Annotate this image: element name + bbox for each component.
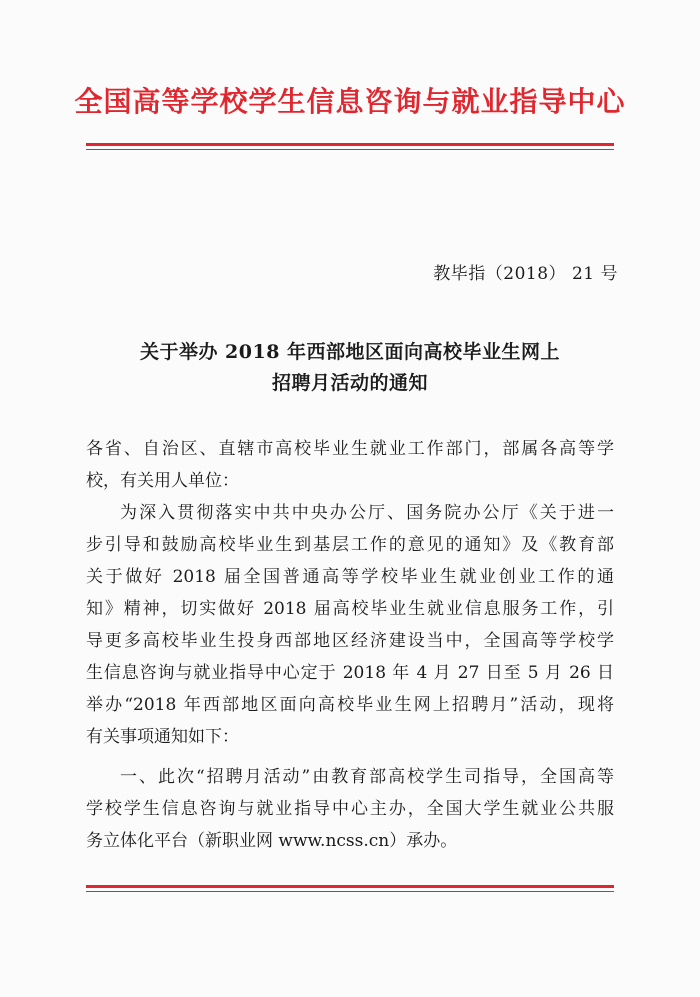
body-line: 步引导和鼓励高校毕业生到基层工作的意见的通知》及《教育部 — [86, 535, 614, 555]
body-line: 知》精神，切实做好 2018 届高校毕业生就业信息服务工作，引 — [86, 599, 614, 619]
body-line: 各省、自治区、直辖市高校毕业生就业工作部门，部属各高等学 — [86, 439, 614, 459]
document-title-line-1: 关于举办 2018 年西部地区面向高校毕业生网上 — [139, 341, 561, 363]
body-line: 生信息咨询与就业指导中心定于 2018 年 4 月 27 日至 5 月 26 日 — [86, 663, 614, 683]
footer-red-rule — [86, 885, 614, 892]
body-line: 一、此次“招聘月活动”由教育部高校学生司指导，全国高等 — [120, 767, 614, 787]
body-line: 务立体化平台（新职业网 www.ncss.cn）承办。 — [86, 831, 458, 851]
body-line: 导更多高校毕业生投身西部地区经济建设当中，全国高等学校学 — [86, 631, 614, 651]
body-line: 关于做好 2018 届全国普通高等学校毕业生就业创业工作的通 — [86, 567, 614, 587]
header-red-rule — [86, 143, 614, 150]
org-header-title: 全国高等学校学生信息咨询与就业指导中心 — [74, 85, 626, 118]
body-line: 学校学生信息咨询与就业指导中心主办，全国大学生就业公共服 — [86, 799, 614, 819]
body-line: 为深入贯彻落实中共中央办公厅、国务院办公厅《关于进一 — [120, 503, 614, 523]
body-line: 校，有关用人单位： — [86, 471, 239, 491]
document-number: 教毕指（2018） 21 号 — [433, 264, 618, 284]
body-line: 举办“2018 年西部地区面向高校毕业生网上招聘月”活动，现将 — [86, 695, 614, 715]
body-line: 有关事项通知如下： — [86, 727, 239, 747]
document-title-line-2: 招聘月活动的通知 — [271, 372, 428, 394]
